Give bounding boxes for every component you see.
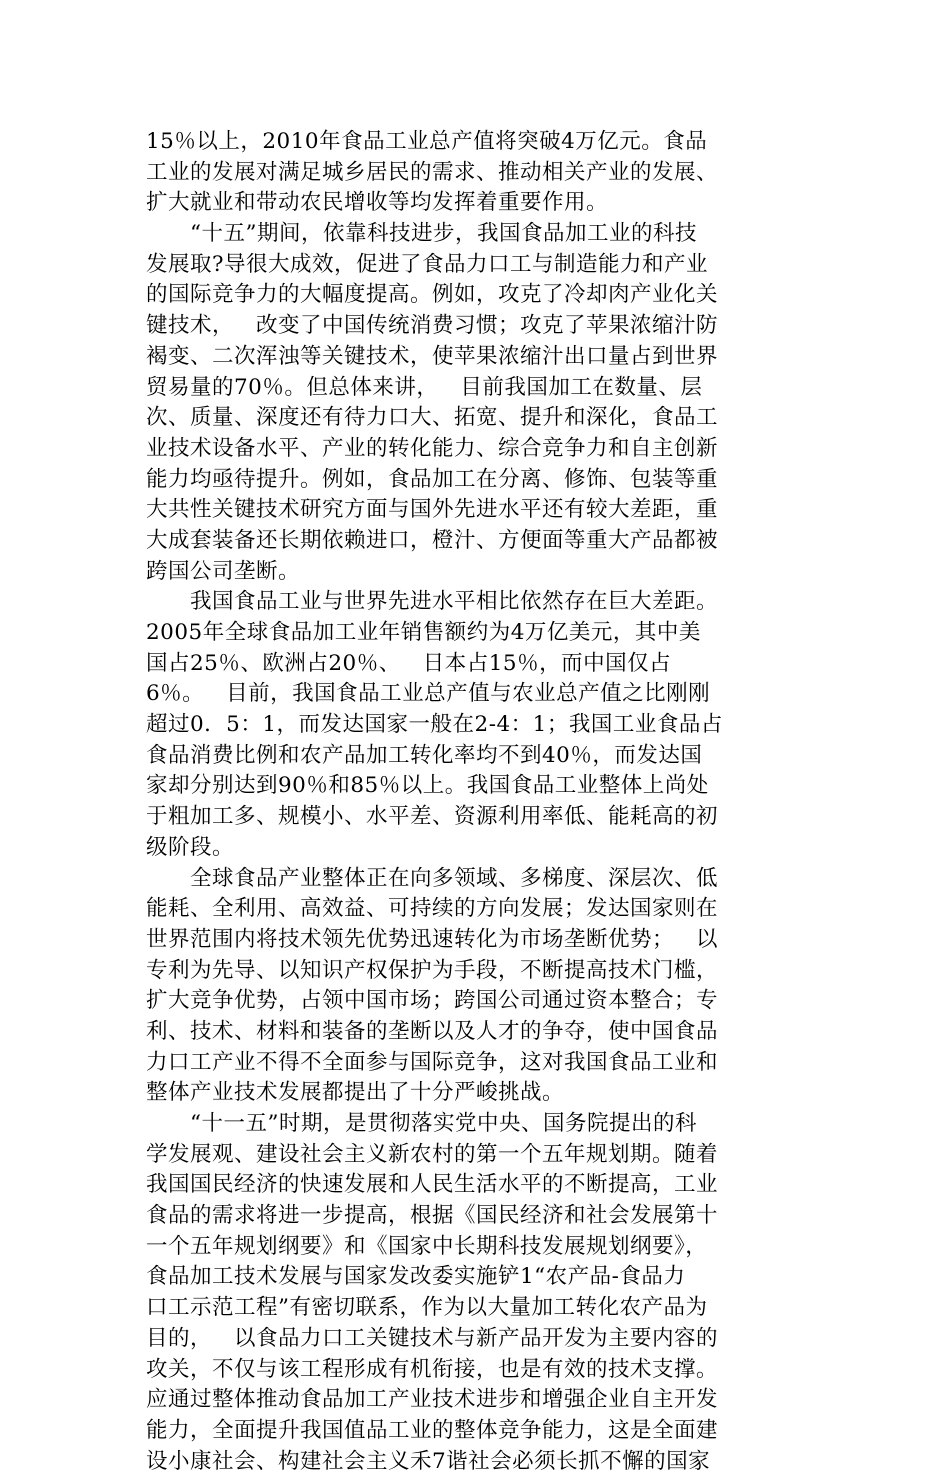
text-line: 工业的发展对满足城乡居民的需求、推动相关产业的发展、 [146, 159, 719, 185]
text-line: 攻关，不仅与该工程形成有机衔接，也是有效的技术支撑。 [146, 1356, 719, 1382]
text-line: 键技术， 改变了中国传统消费习惯；攻克了苹果浓缩汁防 [146, 313, 719, 339]
text-line: 食品加工技术发展与国家发改委实施铲1“农产品-食品力 [146, 1264, 686, 1290]
paragraph-first-line: 我国食品工业与世界先进水平相比依然存在巨大差距。 [190, 589, 719, 615]
text-line: 扩大就业和带动农民增收等均发挥着重要作用。 [146, 190, 609, 216]
text-line: 口工示范工程”有密切联系，作为以大量加工转化农产品为 [146, 1295, 708, 1321]
text-line: 贸易量的70％。但总体来讲， 目前我国加工在数量、层 [146, 374, 703, 400]
text-line: 能力，全面提升我国值品工业的整体竞争能力，这是全面建 [146, 1417, 719, 1443]
paragraph-first-line: “十五”期间，依靠科技进步，我国食品加工业的科技 [190, 221, 697, 247]
text-line: 业技术设备水平、产业的转化能力、综合竞争力和自主创新 [146, 435, 719, 461]
text-line: 级阶段。 [146, 834, 235, 860]
text-line: 家却分别达到90％和85％以上。我国食品工业整体上尚处 [146, 773, 709, 799]
text-line: 应通过整体推动食品加工产业技术进步和增强企业自主开发 [146, 1387, 719, 1413]
text-line: 大成套装备还长期依赖进口，橙汁、方便面等重大产品都被 [146, 527, 719, 553]
text-line: 大共性关键技术研究方面与国外先进水平还有较大差距，重 [146, 497, 719, 523]
text-line: 跨国公司垄断。 [146, 558, 301, 584]
text-line: 专利为先导、以知识产权保护为手段，不断提高技术门槛， [146, 957, 719, 983]
text-line: 一个五年规划纲要》和《国家中长期科技发展规划纲要》， [146, 1233, 708, 1259]
text-line: 于粗加工多、规模小、水平差、资源利用率低、能耗高的初 [146, 804, 719, 830]
text-line: 超过0．5：1，而发达国家一般在2-4：1；我国工业食品占 [146, 712, 723, 738]
text-line: 国占25％、欧洲占20％、 日本占15％，而中国仅占 [146, 650, 672, 676]
text-line: 的国际竞争力的大幅度提高。例如，攻克了冷却肉产业化关 [146, 282, 719, 308]
document-body [146, 127, 810, 1477]
text-line: 学发展观、建设社会主义新农村的第一个五年规划期。随着 [146, 1141, 719, 1167]
text-line: 目的， 以食品力口工关键技术与新产品开发为主要内容的 [146, 1325, 719, 1351]
text-line: 6％。 目前，我国食品工业总产值与农业总产值之比刚刚 [146, 681, 711, 707]
text-line: 能耗、全利用、高效益、可持续的方向发展；发达国家则在 [146, 896, 719, 922]
text-line: 设小康社会、构建社会主义禾7谐社会必须长抓不懈的国家 [146, 1448, 711, 1474]
text-line: 褐变、二次浑浊等关键技术，使苹果浓缩汁出口量占到世界 [146, 343, 719, 369]
text-line: 15％以上，2010年食品工业总产值将突破4万亿元。食品 [146, 129, 708, 154]
text-line: 力口工产业不得不全面参与国际竞争，这对我国食品工业和 [146, 1049, 719, 1075]
text-line: 2005年全球食品加工业年销售额约为4万亿美元，其中美 [146, 620, 701, 645]
paragraph-first-line: “十一五”时期，是贯彻落实党中央、国务院提出的科 [190, 1111, 697, 1136]
text-line: 次、质量、深度还有待力口大、拓宽、提升和深化，食品工 [146, 405, 719, 431]
text-line: 利、技术、材料和装备的垄断以及人才的争夺，使中国食品 [146, 1018, 719, 1044]
text-line: 食品的需求将进一步提高，根据《国民经济和社会发展第十 [146, 1203, 719, 1229]
text-line: 食品消费比例和农产品加工转化率均不到40％，而发达国 [146, 742, 703, 768]
text-line: 整体产业技术发展都提出了十分严峻挑战。 [146, 1080, 565, 1106]
text-line: 世界范围内将技术领先优势迅速转化为市场垄断优势； 以 [146, 926, 719, 952]
text-line: 发展取?导很大成效，促进了食品力口工与制造能力和产业 [146, 251, 709, 277]
text-line: 扩大竞争优势，占领中国市场；跨国公司通过资本整合；专 [146, 988, 719, 1014]
text-line: 能力均亟待提升。例如，食品加工在分离、修饰、包装等重 [146, 466, 719, 492]
paragraph-first-line: 全球食品产业整体正在向多领域、多梯度、深层次、低 [190, 865, 719, 891]
text-line: 我国国民经济的快速发展和人民生活水平的不断提高，工业 [146, 1172, 719, 1198]
